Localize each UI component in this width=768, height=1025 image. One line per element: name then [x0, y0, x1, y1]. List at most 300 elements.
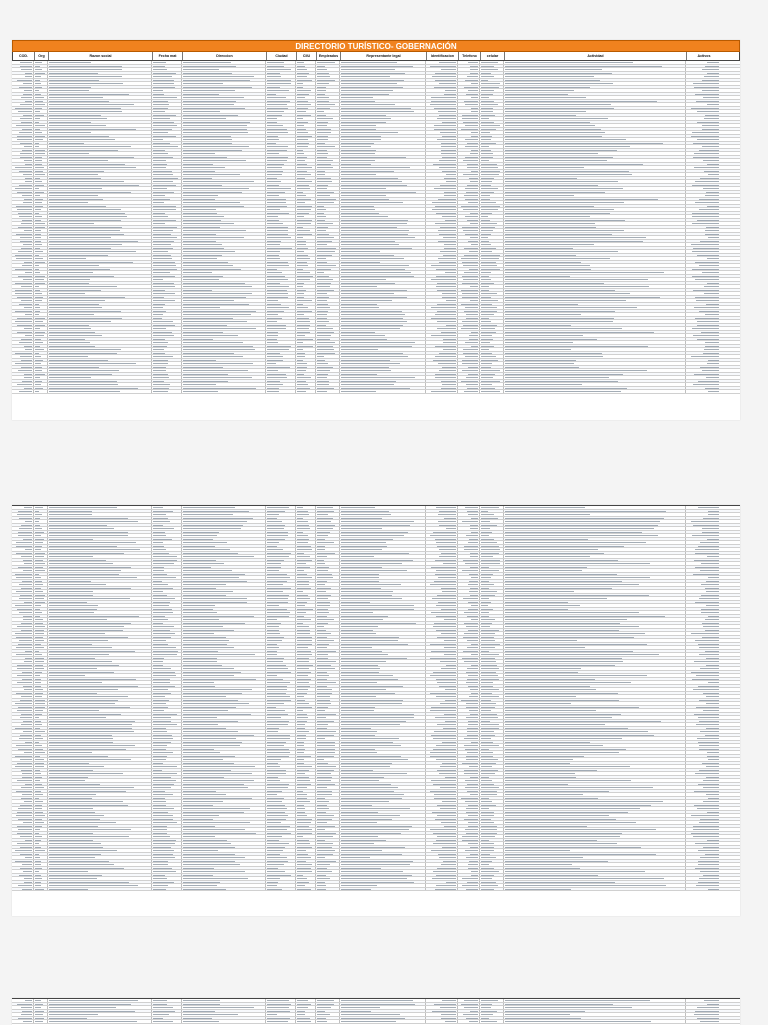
- table-cell: [316, 730, 340, 733]
- illegible-text-mark: [297, 696, 304, 697]
- table-cell: [686, 566, 720, 569]
- illegible-text-mark: [35, 384, 41, 385]
- table-cell: [296, 194, 316, 197]
- table-cell: [458, 257, 480, 260]
- table-cell: [504, 622, 686, 625]
- illegible-text-mark: [15, 353, 32, 354]
- illegible-text-mark: [267, 605, 279, 606]
- illegible-text-mark: [183, 651, 218, 652]
- table-cell: [182, 590, 266, 593]
- illegible-text-mark: [297, 349, 303, 350]
- illegible-text-mark: [153, 66, 165, 67]
- table-cell: [316, 646, 340, 649]
- illegible-text-mark: [317, 546, 325, 547]
- table-cell: [686, 604, 720, 607]
- illegible-text-mark: [49, 220, 121, 221]
- table-cell: [12, 664, 34, 667]
- table-cell: [340, 678, 426, 681]
- illegible-text-mark: [153, 108, 168, 109]
- table-cell: [686, 702, 720, 705]
- table-cell: [266, 198, 296, 201]
- table-cell: [152, 334, 182, 337]
- table-cell: [504, 282, 686, 285]
- table-cell: [296, 170, 316, 173]
- illegible-text-mark: [505, 532, 642, 533]
- illegible-text-mark: [468, 630, 478, 631]
- table-cell: [296, 622, 316, 625]
- illegible-text-mark: [153, 735, 172, 736]
- table-cell: [316, 636, 340, 639]
- table-cell: [426, 608, 458, 611]
- table-cell: [182, 597, 266, 600]
- table-cell: [152, 615, 182, 618]
- illegible-text-mark: [505, 588, 612, 589]
- illegible-text-mark: [153, 563, 174, 564]
- table-cell: [152, 257, 182, 260]
- illegible-text-mark: [267, 391, 279, 392]
- illegible-text-mark: [35, 623, 43, 624]
- table-cell: [296, 275, 316, 278]
- table-cell: [296, 359, 316, 362]
- table-cell: [182, 240, 266, 243]
- table-cell: [34, 257, 48, 260]
- table-cell: [266, 359, 296, 362]
- illegible-text-mark: [297, 111, 306, 112]
- illegible-text-mark: [692, 535, 719, 536]
- table-cell: [316, 166, 340, 169]
- illegible-text-mark: [49, 584, 106, 585]
- table-cell: [266, 299, 296, 302]
- illegible-text-mark: [706, 658, 719, 659]
- table-cell: [426, 702, 458, 705]
- table-cell: [12, 156, 34, 159]
- table-cell: [480, 254, 504, 257]
- illegible-text-mark: [481, 521, 490, 522]
- table-cell: [48, 611, 152, 614]
- table-cell: [316, 278, 340, 281]
- illegible-text-mark: [317, 521, 331, 522]
- table-cell: [182, 86, 266, 89]
- table-cell: [152, 327, 182, 330]
- table-cell: [34, 748, 48, 751]
- illegible-text-mark: [317, 146, 335, 147]
- illegible-text-mark: [341, 591, 393, 592]
- table-cell: [316, 534, 340, 537]
- illegible-text-mark: [317, 728, 327, 729]
- illegible-text-mark: [505, 570, 582, 571]
- illegible-text-mark: [481, 265, 497, 266]
- illegible-text-mark: [436, 276, 456, 277]
- illegible-text-mark: [341, 258, 404, 259]
- illegible-text-mark: [267, 234, 288, 235]
- illegible-text-mark: [183, 300, 234, 301]
- table-cell: [34, 296, 48, 299]
- illegible-text-mark: [24, 374, 32, 375]
- table-cell: [458, 317, 480, 320]
- illegible-text-mark: [297, 700, 305, 701]
- table-cell: [480, 390, 504, 393]
- illegible-text-mark: [20, 759, 32, 760]
- illegible-text-mark: [693, 525, 719, 526]
- table-cell: [34, 695, 48, 698]
- table-cell: [12, 61, 34, 64]
- table-cell: [266, 331, 296, 334]
- illegible-text-mark: [297, 675, 308, 676]
- table-cell: [296, 762, 316, 765]
- illegible-text-mark: [341, 157, 406, 158]
- table-cell: [152, 639, 182, 642]
- illegible-text-mark: [21, 714, 32, 715]
- table-cell: [458, 191, 480, 194]
- table-cell: [340, 552, 426, 555]
- illegible-text-mark: [481, 94, 493, 95]
- illegible-text-mark: [341, 192, 416, 193]
- table-cell: [458, 636, 480, 639]
- illegible-text-mark: [341, 556, 374, 557]
- table-cell: [266, 615, 296, 618]
- illegible-text-mark: [19, 391, 32, 392]
- illegible-text-mark: [183, 237, 244, 238]
- illegible-text-mark: [341, 388, 410, 389]
- illegible-text-mark: [153, 654, 177, 655]
- illegible-text-mark: [19, 342, 32, 343]
- illegible-text-mark: [267, 97, 286, 98]
- illegible-text-mark: [153, 139, 163, 140]
- illegible-text-mark: [444, 619, 456, 620]
- illegible-text-mark: [317, 525, 335, 526]
- illegible-text-mark: [267, 640, 282, 641]
- illegible-text-mark: [35, 80, 40, 81]
- table-cell: [686, 212, 720, 215]
- illegible-text-mark: [35, 87, 42, 88]
- illegible-text-mark: [505, 360, 576, 361]
- illegible-text-mark: [341, 185, 407, 186]
- table-cell: [458, 226, 480, 229]
- illegible-text-mark: [437, 139, 456, 140]
- table-cell: [266, 510, 296, 513]
- illegible-text-mark: [35, 728, 40, 729]
- illegible-text-mark: [35, 213, 39, 214]
- illegible-text-mark: [183, 108, 245, 109]
- table-cell: [316, 685, 340, 688]
- table-cell: [152, 678, 182, 681]
- illegible-text-mark: [481, 255, 500, 256]
- table-cell: [458, 748, 480, 751]
- illegible-text-mark: [481, 563, 500, 564]
- table-cell: [296, 604, 316, 607]
- table-cell: [182, 524, 266, 527]
- illegible-text-mark: [505, 213, 610, 214]
- table-cell: [686, 748, 720, 751]
- illegible-text-mark: [297, 255, 308, 256]
- table-cell: [34, 254, 48, 257]
- illegible-text-mark: [698, 507, 719, 508]
- illegible-text-mark: [317, 735, 334, 736]
- illegible-text-mark: [297, 353, 305, 354]
- illegible-text-mark: [317, 230, 326, 231]
- table-cell: [182, 89, 266, 92]
- illegible-text-mark: [183, 703, 249, 704]
- illegible-text-mark: [35, 549, 41, 550]
- table-cell: [12, 180, 34, 183]
- table-cell: [458, 310, 480, 313]
- illegible-text-mark: [49, 384, 118, 385]
- illegible-text-mark: [442, 216, 456, 217]
- illegible-text-mark: [341, 195, 386, 196]
- illegible-text-mark: [442, 763, 456, 764]
- illegible-text-mark: [49, 115, 101, 116]
- illegible-text-mark: [35, 560, 43, 561]
- table-cell: [12, 583, 34, 586]
- illegible-text-mark: [49, 679, 136, 680]
- illegible-text-mark: [49, 237, 111, 238]
- illegible-text-mark: [469, 591, 478, 592]
- table-cell: [296, 653, 316, 656]
- table-cell: [686, 261, 720, 264]
- illegible-text-mark: [440, 661, 456, 662]
- illegible-text-mark: [49, 346, 95, 347]
- illegible-text-mark: [341, 546, 387, 547]
- illegible-text-mark: [708, 174, 719, 175]
- table-cell: [340, 569, 426, 572]
- table-cell: [266, 555, 296, 558]
- table-cell: [12, 215, 34, 218]
- table-cell: [34, 667, 48, 670]
- table-cell: [480, 716, 504, 719]
- illegible-text-mark: [505, 146, 630, 147]
- illegible-text-mark: [701, 612, 719, 613]
- table-cell: [12, 75, 34, 78]
- table-cell: [504, 352, 686, 355]
- table-cell: [182, 506, 266, 509]
- illegible-text-mark: [341, 619, 383, 620]
- table-cell: [12, 233, 34, 236]
- table-cell: [426, 720, 458, 723]
- illegible-text-mark: [505, 647, 585, 648]
- table-cell: [504, 538, 686, 541]
- illegible-text-mark: [435, 574, 456, 575]
- table-cell: [182, 93, 266, 96]
- illegible-text-mark: [439, 62, 456, 63]
- table-cell: [296, 576, 316, 579]
- illegible-text-mark: [49, 230, 120, 231]
- table-cell: [296, 292, 316, 295]
- table-cell: [480, 320, 504, 323]
- illegible-text-mark: [153, 115, 176, 116]
- table-cell: [266, 233, 296, 236]
- table-cell: [458, 594, 480, 597]
- table-cell: [34, 198, 48, 201]
- illegible-text-mark: [463, 160, 478, 161]
- table-cell: [340, 751, 426, 754]
- table-cell: [48, 671, 152, 674]
- table-cell: [12, 107, 34, 110]
- illegible-text-mark: [481, 644, 500, 645]
- table-cell: [504, 755, 686, 758]
- table-cell: [296, 765, 316, 768]
- illegible-text-mark: [505, 209, 614, 210]
- table-cell: [480, 208, 504, 211]
- table-cell: [152, 608, 182, 611]
- illegible-text-mark: [481, 139, 491, 140]
- table-cell: [152, 383, 182, 386]
- illegible-text-mark: [465, 80, 478, 81]
- table-cell: [296, 555, 316, 558]
- illegible-text-mark: [692, 328, 719, 329]
- table-cell: [480, 366, 504, 369]
- illegible-text-mark: [437, 770, 456, 771]
- table-cell: [152, 765, 182, 768]
- illegible-text-mark: [317, 199, 336, 200]
- illegible-text-mark: [505, 672, 578, 673]
- illegible-text-mark: [464, 546, 478, 547]
- illegible-text-mark: [183, 199, 215, 200]
- table-cell: [12, 292, 34, 295]
- illegible-text-mark: [297, 665, 313, 666]
- illegible-text-mark: [267, 104, 287, 105]
- table-cell: [316, 243, 340, 246]
- table-cell: [458, 611, 480, 614]
- illegible-text-mark: [183, 269, 241, 270]
- illegible-text-mark: [470, 69, 478, 70]
- table-cell: [458, 275, 480, 278]
- table-cell: [480, 730, 504, 733]
- column-header-cod: COD.: [13, 52, 35, 60]
- table-cell: [48, 681, 152, 684]
- illegible-text-mark: [317, 637, 327, 638]
- illegible-text-mark: [470, 300, 478, 301]
- table-cell: [152, 226, 182, 229]
- illegible-text-mark: [317, 62, 335, 63]
- table-cell: [12, 510, 34, 513]
- illegible-text-mark: [481, 693, 492, 694]
- table-cell: [34, 548, 48, 551]
- illegible-text-mark: [23, 244, 32, 245]
- table-cell: [296, 608, 316, 611]
- table-cell: [686, 646, 720, 649]
- table-cell: [340, 352, 426, 355]
- table-cell: [340, 387, 426, 390]
- illegible-text-mark: [706, 192, 719, 193]
- illegible-text-mark: [700, 367, 719, 368]
- illegible-text-mark: [183, 87, 252, 88]
- illegible-text-mark: [505, 507, 585, 508]
- illegible-text-mark: [434, 87, 456, 88]
- table-cell: [182, 387, 266, 390]
- table-cell: [34, 604, 48, 607]
- table-cell: [458, 68, 480, 71]
- table-cell: [182, 352, 266, 355]
- table-cell: [458, 625, 480, 628]
- illegible-text-mark: [267, 528, 284, 529]
- illegible-text-mark: [505, 83, 613, 84]
- illegible-text-mark: [297, 248, 308, 249]
- table-cell: [266, 163, 296, 166]
- illegible-text-mark: [317, 262, 327, 263]
- illegible-text-mark: [297, 143, 309, 144]
- table-cell: [34, 569, 48, 572]
- table-cell: [504, 681, 686, 684]
- table-cell: [458, 261, 480, 264]
- illegible-text-mark: [25, 76, 32, 77]
- table-cell: [458, 247, 480, 250]
- table-cell: [152, 121, 182, 124]
- table-cell: [340, 124, 426, 127]
- table-cell: [340, 720, 426, 723]
- illegible-text-mark: [441, 150, 456, 151]
- illegible-text-mark: [49, 342, 90, 343]
- table-cell: [152, 772, 182, 775]
- illegible-text-mark: [153, 227, 177, 228]
- illegible-text-mark: [35, 654, 42, 655]
- table-cell: [340, 555, 426, 558]
- table-cell: [182, 268, 266, 271]
- illegible-text-mark: [341, 703, 402, 704]
- table-cell: [296, 664, 316, 667]
- illegible-text-mark: [435, 314, 456, 315]
- table-cell: [48, 748, 152, 751]
- illegible-text-mark: [267, 157, 288, 158]
- illegible-text-mark: [438, 199, 456, 200]
- table-cell: [34, 615, 48, 618]
- illegible-text-mark: [505, 150, 617, 151]
- illegible-text-mark: [698, 686, 719, 687]
- table-cell: [686, 341, 720, 344]
- table-cell: [266, 327, 296, 330]
- illegible-text-mark: [297, 714, 307, 715]
- illegible-text-mark: [21, 525, 32, 526]
- table-cell: [458, 103, 480, 106]
- illegible-text-mark: [464, 633, 478, 634]
- table-cell: [316, 629, 340, 632]
- illegible-text-mark: [35, 269, 39, 270]
- illegible-text-mark: [297, 391, 306, 392]
- table-cell: [316, 275, 340, 278]
- table-cell: [152, 748, 182, 751]
- table-cell: [152, 702, 182, 705]
- table-cell: [504, 524, 686, 527]
- illegible-text-mark: [317, 752, 335, 753]
- table-cell: [426, 68, 458, 71]
- table-cell: [458, 121, 480, 124]
- table-cell: [48, 566, 152, 569]
- illegible-text-mark: [704, 286, 719, 287]
- table-cell: [480, 632, 504, 635]
- table-cell: [504, 170, 686, 173]
- illegible-text-mark: [267, 335, 278, 336]
- table-cell: [266, 569, 296, 572]
- illegible-text-mark: [24, 262, 32, 263]
- table-cell: [34, 650, 48, 653]
- illegible-text-mark: [183, 94, 219, 95]
- table-cell: [48, 110, 152, 113]
- table-cell: [12, 734, 34, 737]
- table-cell: [480, 149, 504, 152]
- illegible-text-mark: [505, 717, 612, 718]
- table-cell: [480, 229, 504, 232]
- illegible-text-mark: [505, 609, 568, 610]
- table-cell: [266, 212, 296, 215]
- table-cell: [686, 296, 720, 299]
- table-cell: [12, 541, 34, 544]
- illegible-text-mark: [317, 265, 336, 266]
- illegible-text-mark: [437, 546, 456, 547]
- table-cell: [296, 82, 316, 85]
- illegible-text-mark: [464, 745, 478, 746]
- table-cell: [340, 247, 426, 250]
- table-cell: [182, 706, 266, 709]
- table-cell: [34, 166, 48, 169]
